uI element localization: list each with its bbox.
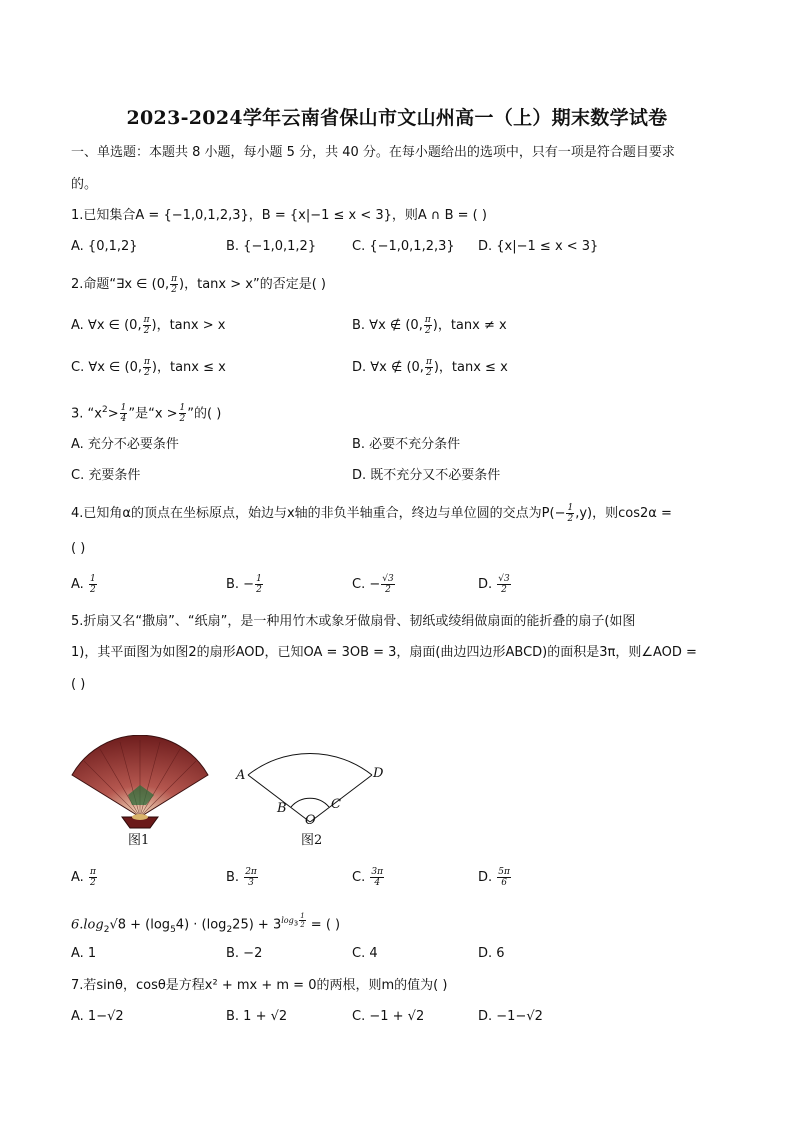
q3-option-d: D. 既不充分又不必要条件 (352, 468, 501, 483)
q2-d-post: )，tanx ≤ x (433, 360, 508, 375)
q4-a-label: A. (71, 577, 84, 592)
label-point-b: B (277, 801, 287, 816)
q6-four: 4) · (log (175, 917, 227, 933)
q2-d-frac (425, 357, 433, 378)
frac-num: 1 (300, 912, 305, 920)
q2-b-frac (424, 315, 432, 336)
frac-num: 1 (89, 574, 96, 584)
frac-den: 2 (426, 368, 432, 378)
q4-b-frac (255, 574, 263, 595)
section-heading: 一、单选题：本题共 8 小题，每小题 5 分，共 40 分。在每小题给出的选项中，只有一项是符合题目要求 (71, 145, 675, 160)
frac-den: 2 (424, 326, 431, 336)
frac-den: 2 (179, 414, 186, 425)
q6-exp-frac (299, 912, 305, 929)
folding-fan-image (70, 735, 210, 830)
q4-option-c (352, 574, 396, 595)
q1-option-a: A. {0,1,2} (71, 239, 138, 254)
q4-a-frac (89, 574, 97, 595)
frac-den: 4 (374, 878, 381, 888)
q4-option-b (226, 574, 264, 595)
frac-num: 3π (371, 867, 384, 877)
q3-p3: ”是“x > (128, 406, 178, 422)
q4-stem-post: ,y)，则cos2α = (575, 506, 672, 521)
frac-den: 2 (385, 585, 391, 595)
q1-option-b: B. {−1,0,1,2} (226, 239, 317, 254)
q2-c-frac (143, 357, 151, 378)
q3-p1: 3. “x (71, 406, 102, 422)
frac-den: 2 (567, 514, 574, 524)
frac-num: π (144, 357, 150, 367)
q5-option-c (352, 867, 385, 888)
figure-2-caption: 图2 (301, 833, 323, 848)
q4-stem (71, 503, 672, 524)
q6-log-a: 6.log (71, 917, 104, 933)
q6-option-a: A. 1 (71, 946, 97, 961)
q1-option-d: D. {x|−1 ≤ x < 3} (478, 239, 599, 254)
frac-num: π (425, 357, 432, 367)
q2-stem-frac (170, 274, 178, 295)
q5-a-frac (89, 867, 97, 888)
q4-stem-frac (566, 503, 574, 524)
q7-option-c: C. −1 + √2 (352, 1009, 425, 1024)
q6-exp-log: log (281, 916, 294, 925)
q6-exp-sub: 3 (293, 919, 299, 928)
q1-option-c: C. {−1,0,1,2,3} (352, 239, 455, 254)
frac-num: π (89, 867, 96, 877)
frac-num: π (143, 315, 150, 325)
q3-option-b: B. 必要不充分条件 (352, 437, 461, 452)
figure-1-caption: 图1 (128, 833, 150, 848)
q5-option-d (478, 867, 512, 888)
q5-option-a (71, 867, 98, 888)
q2-a-frac (143, 315, 151, 336)
q5-stem-line1: 5.折扇又名“撒扇”、“纸扇”，是一种用竹木或象牙做扇骨、韧纸或绫绢做扇面的能折叠的扇子(如图 (71, 614, 636, 629)
q4-stem-pre: 4.已知角α的顶点在坐标原点，始边与x轴的非负半轴重合，终边与单位圆的交点为P(− (71, 506, 566, 521)
q3-p2: > (107, 406, 119, 422)
q2-stem (71, 274, 326, 295)
frac-num: 1 (179, 403, 186, 414)
q3-option-a: A. 充分不必要条件 (71, 437, 179, 452)
q2-d-pre: D. ∀x ∉ (0, (352, 360, 424, 375)
frac-den: 2 (144, 368, 150, 378)
q4-option-d (478, 574, 512, 595)
q5-c-frac (370, 867, 384, 888)
q2-c-post: )，tanx ≤ x (151, 360, 226, 375)
frac-num: √3 (498, 574, 510, 584)
q2-c-pre: C. ∀x ∈ (0, (71, 360, 142, 375)
frac-num: 1 (567, 503, 574, 513)
frac-num: 2π (245, 867, 257, 877)
frac-den: 2 (90, 878, 96, 888)
label-point-d: D (373, 766, 384, 781)
q2-option-d (352, 357, 508, 378)
q2-stem-pre: 2.命题“∃x ∈ (0, (71, 277, 170, 292)
frac-num: π (171, 274, 178, 284)
q6-plus: + (log (126, 917, 171, 933)
q7-option-a: A. 1−√2 (71, 1009, 124, 1024)
q6-exponent (281, 912, 306, 929)
frac-den: 2 (501, 585, 507, 595)
q6-sub-5: 5 (170, 924, 176, 935)
q4-d-label: D. (478, 577, 493, 592)
q4-stem-line2: ( ) (71, 541, 86, 556)
q6-option-d: D. 6 (478, 946, 505, 961)
q6-option-c: C. 4 (352, 946, 378, 961)
frac-den: 4 (120, 414, 127, 425)
page-title: 2023-2024学年云南省保山市文山州高一（上）期末数学试卷 (126, 107, 668, 129)
q5-d-label: D. (478, 870, 493, 885)
frac-den: 2 (300, 921, 305, 929)
frac-num: √3 (382, 574, 394, 584)
frac-den: 6 (501, 878, 507, 888)
q2-a-post: )，tanx > x (151, 318, 226, 333)
label-point-c: C (331, 797, 341, 812)
frac-den: 2 (89, 585, 96, 595)
q6-tail: = ( ) (306, 917, 341, 933)
q5-d-frac (497, 867, 511, 888)
q7-option-d: D. −1−√2 (478, 1009, 543, 1024)
q2-option-b (352, 315, 507, 336)
frac-num: 5π (498, 867, 510, 877)
q2-b-post: )，tanx ≠ x (432, 318, 507, 333)
frac-num: π (424, 315, 431, 325)
q4-c-frac (381, 574, 394, 595)
q2-option-c (71, 357, 226, 378)
frac-den: 2 (256, 585, 262, 595)
q3-square: 2 (101, 405, 108, 415)
q5-stem-line2: 1)，其平面图为如图2的扇形AOD，已知OA = 3OB = 3，扇面(曲边四边形ABCD)的面积是3π，则∠AOD = (71, 645, 697, 660)
q6-sub-2b: 2 (226, 924, 233, 935)
q5-b-label: B. (226, 870, 240, 885)
label-point-o: O (305, 813, 316, 828)
q6-root8: √8 (109, 917, 127, 933)
q3-frac-half (179, 403, 187, 424)
label-point-a: A (236, 768, 246, 783)
q4-c-label: C. − (352, 577, 381, 592)
q5-stem-line3: ( ) (71, 677, 86, 692)
q6-sub-2: 2 (103, 924, 110, 935)
q5-a-label: A. (71, 870, 84, 885)
q3-stem (71, 400, 221, 424)
q6-option-b: B. −2 (226, 946, 263, 961)
q3-frac-quarter (120, 403, 128, 424)
q7-stem: 7.若sinθ，cosθ是方程x² + mx + m = 0的两根，则m的值为( ) (71, 978, 448, 993)
frac-den: 2 (143, 326, 150, 336)
q2-a-pre: A. ∀x ∈ (0, (71, 318, 142, 333)
frac-num: 1 (256, 574, 262, 584)
q3-p4: ”的( ) (187, 406, 222, 422)
q5-c-label: C. (352, 870, 366, 885)
q6-twentyfive: 25) + 3 (232, 917, 282, 933)
q7-option-b: B. 1 + √2 (226, 1009, 288, 1024)
section-heading-cont: 的。 (71, 177, 98, 192)
q4-option-a (71, 574, 98, 595)
q4-d-frac (497, 574, 510, 595)
q1-stem: 1.已知集合A = {−1,0,1,2,3}，B = {x|−1 ≤ x < 3}，则A ∩ B = ( ) (71, 208, 487, 223)
q6-stem (71, 911, 340, 940)
q5-b-frac (244, 867, 258, 888)
frac-den: 2 (171, 285, 177, 295)
q5-option-b (226, 867, 259, 888)
q3-option-c: C. 充要条件 (71, 468, 141, 483)
q4-b-label: B. − (226, 577, 255, 592)
frac-num: 1 (120, 403, 127, 414)
q2-option-a (71, 315, 225, 336)
q2-stem-post: )，tanx > x”的否定是( ) (179, 277, 326, 292)
frac-den: 3 (248, 878, 254, 888)
q2-b-pre: B. ∀x ∉ (0, (352, 318, 423, 333)
